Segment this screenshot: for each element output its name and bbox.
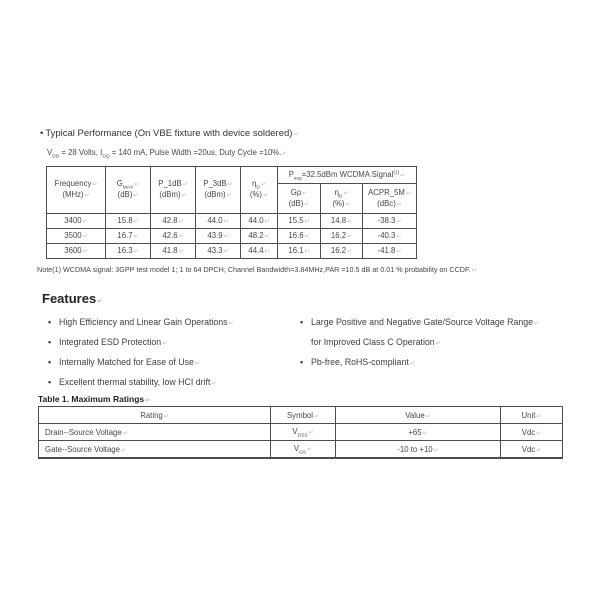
typical-performance-table <box>46 166 417 259</box>
cell-value: -10 to +10 ↵ <box>336 441 501 459</box>
cell-gp: 16.6 ↵ <box>278 229 321 244</box>
features-heading: Features ↵ <box>42 291 102 306</box>
list-item-continuation: for Improved Class C Operation ↵ <box>300 333 575 353</box>
features-list-left <box>48 313 298 393</box>
cell-gp: 15.5 ↵ <box>278 214 321 229</box>
list-item: • Integrated ESD Protection ↵ <box>48 333 298 353</box>
cell-p1db: 42.6 ↵ <box>151 229 196 244</box>
cell-symbol: $V_{GS}$ ↵ <box>271 441 336 459</box>
idq-subscript: DQ <box>102 154 110 160</box>
list-item: • Large Positive and Negative Gate/Source Voltage Range ↵ <box>300 313 575 333</box>
wcdma-note: Note(1) WCDMA signal: 3GPP test model 1; 1 to 64 DPCH; Channel Bandwidth=3.84MHz,PAR =10.5 dB at 0.01 % probability on CCDF. ↵ <box>37 265 582 274</box>
header-rating: Rating ↵ <box>39 407 271 424</box>
conditions-rest: = 140 mA, Pulse Width =20us, Duty Cycle =10%. <box>109 148 282 157</box>
cell-value: +65 ↵ <box>336 424 501 441</box>
cell-acpr: -40.3 ↵ <box>363 229 417 244</box>
header-gp: Gp ↵ (dB) ↵ <box>278 184 321 214</box>
cell-p1db: 42.8 ↵ <box>151 214 196 229</box>
header-value: Value ↵ <box>336 407 501 424</box>
cell-acpr: -38.3 ↵ <box>363 214 417 229</box>
header-wcdma-group: $P_{avg}=32.5dBm$ WCDMA Signal$^{(1)}$ ↵ <box>278 167 417 184</box>
header-p1db: P_1dB ↵ (dBm) ↵ <box>151 167 196 214</box>
cell-gmax: 15.8 ↵ <box>106 214 151 229</box>
cell-frequency: 3500 ↵ <box>47 229 106 244</box>
maximum-ratings-title: Table 1. Maximum Ratings ↵ <box>38 394 150 404</box>
cell-p3db: 43.9 ↵ <box>196 229 241 244</box>
table-row <box>47 244 417 259</box>
typical-performance-title: • Typical Performance (On VBE fixture with device soldered) ↵ <box>40 128 298 139</box>
cell-gmax: 16.3 ↵ <box>106 244 151 259</box>
cell-p3db: 43.3 ↵ <box>196 244 241 259</box>
cell-eta: 44.4 ↵ <box>241 244 278 259</box>
cell-frequency: 3400 ↵ <box>47 214 106 229</box>
features-list-right <box>300 313 575 373</box>
header-p3db: P_3dB ↵ (dBm) ↵ <box>196 167 241 214</box>
cell-acpr: -41.8 ↵ <box>363 244 417 259</box>
test-conditions <box>47 148 287 158</box>
header-eta-wcdma: $\eta_D$ ↵ (%) ↵ <box>321 184 363 214</box>
cell-rating: Drain--Source Voltage ↵ <box>39 424 271 441</box>
cell-eta-wcdma: 16.2 ↵ <box>321 244 363 259</box>
vdd-subscript: DD <box>52 154 60 160</box>
cell-symbol: $V_{DSS}$ ↵ <box>271 424 336 441</box>
header-symbol: Symbol ↵ <box>271 407 336 424</box>
cell-p3db: 44.0 ↵ <box>196 214 241 229</box>
ratings-header-row <box>39 407 563 424</box>
maximum-ratings-table <box>38 406 563 459</box>
list-item: • Internally Matched for Ease of Use ↵ <box>48 353 298 373</box>
cell-gmax: 16.7 ↵ <box>106 229 151 244</box>
table-row <box>47 214 417 229</box>
vdd-symbol: V <box>47 148 53 157</box>
cell-eta-wcdma: 14.8 ↵ <box>321 214 363 229</box>
header-eta-d: $\eta_D$ ↵ (%) ↵ <box>241 167 278 214</box>
cell-eta-wcdma: 16.2 ↵ <box>321 229 363 244</box>
list-item: • High Efficiency and Linear Gain Operations ↵ <box>48 313 298 333</box>
cell-eta: 44.0 ↵ <box>241 214 278 229</box>
list-item: • Pb-free, RoHS-compliant ↵ <box>300 353 575 373</box>
header-gmax: $G_{MAX}$ ↵ (dB) ↵ <box>106 167 151 214</box>
vdd-value: = 28 Volts, I <box>59 148 103 157</box>
header-acpr-5m: ACPR_5M ↵ (dBc) ↵ <box>363 184 417 214</box>
cell-unit: Vdc ↵ <box>501 441 563 459</box>
cell-p1db: 41.8 ↵ <box>151 244 196 259</box>
cell-eta: 48.2 ↵ <box>241 229 278 244</box>
table-row <box>39 424 563 441</box>
list-item: • Excellent thermal stability, low HCI drift ↵ <box>48 373 298 393</box>
cell-unit: Vdc ↵ <box>501 424 563 441</box>
table-row <box>47 229 417 244</box>
cell-rating: Gate--Source Voltage ↵ <box>39 441 271 459</box>
header-unit: Unit ↵ <box>501 407 563 424</box>
header-frequency: Frequency ↵ (MHz) ↵ <box>47 167 106 214</box>
cell-frequency: 3600 ↵ <box>47 244 106 259</box>
cell-gp: 16.1 ↵ <box>278 244 321 259</box>
table-row <box>39 441 563 459</box>
